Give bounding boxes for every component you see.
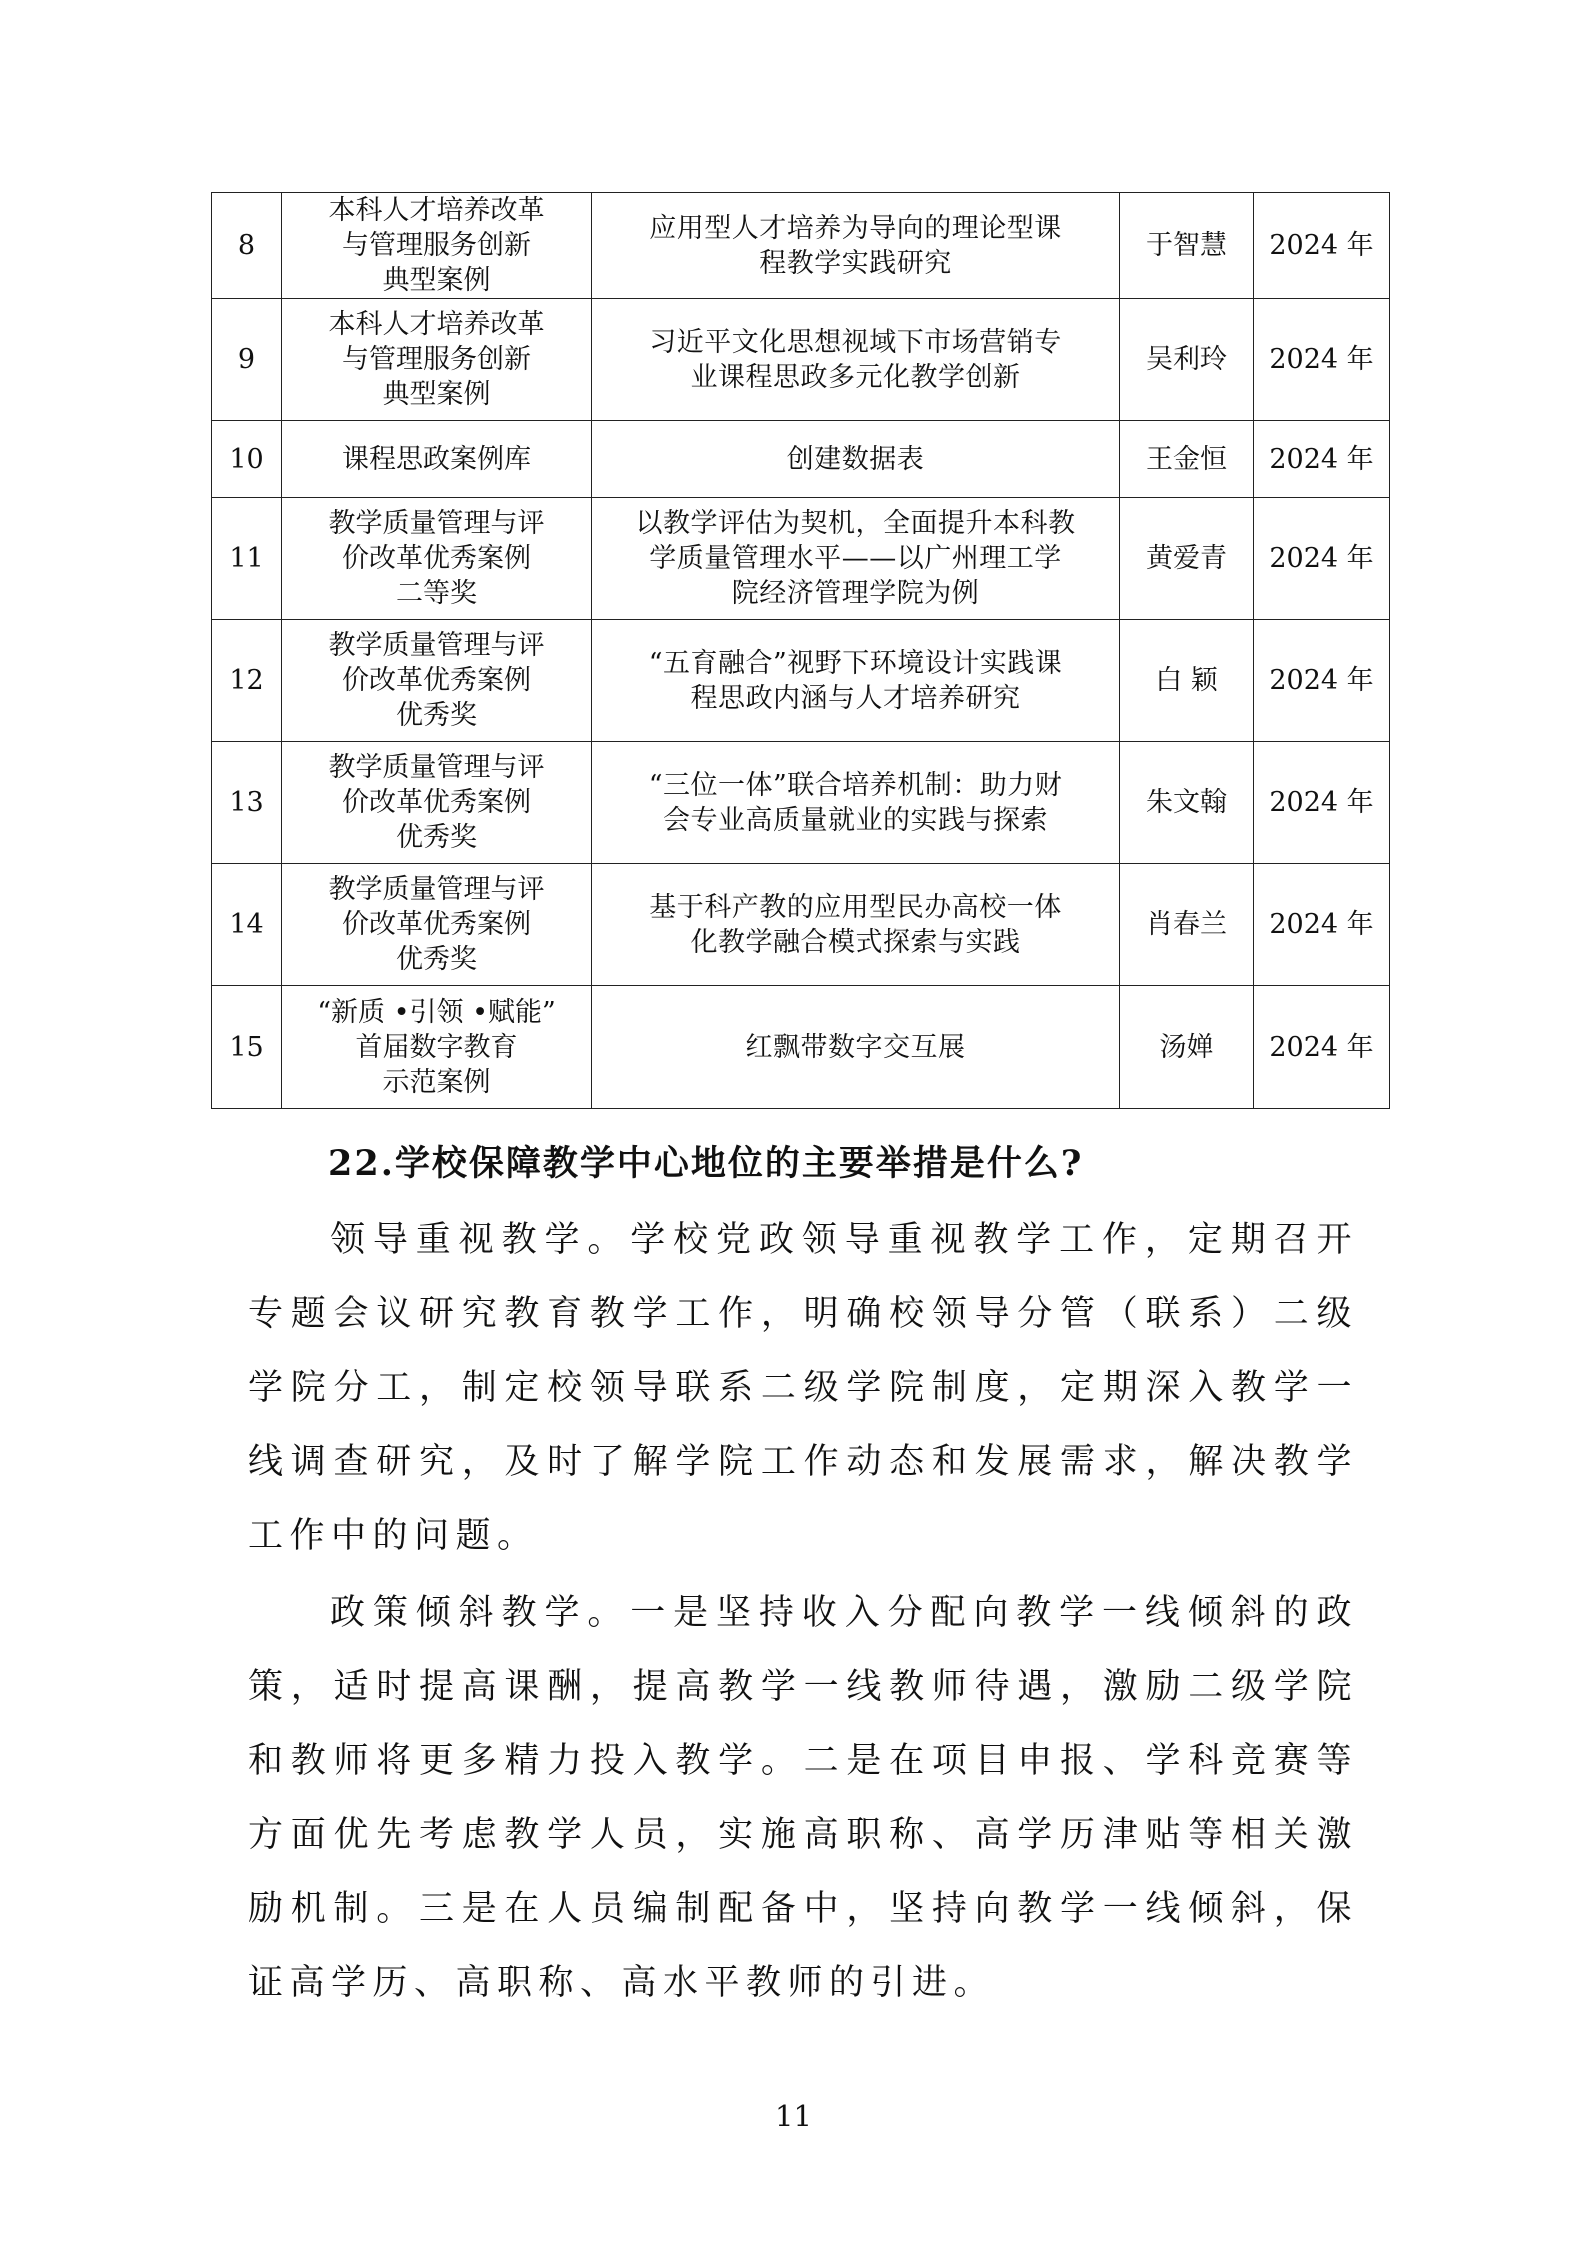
row-number: 15 — [212, 986, 282, 1109]
award-year: 2024 年 — [1254, 742, 1390, 864]
case-title: 应用型人才培养为导向的理论型课 程教学实践研究 — [592, 193, 1120, 299]
table-row — [212, 299, 1390, 421]
row-number: 10 — [212, 421, 282, 498]
award-year: 2024 年 — [1254, 299, 1390, 421]
award-year: 2024 年 — [1254, 620, 1390, 742]
author-name: 肖春兰 — [1120, 864, 1254, 986]
case-title: 创建数据表 — [592, 421, 1120, 498]
award-year: 2024 年 — [1254, 421, 1390, 498]
table-row — [212, 193, 1390, 299]
table-row — [212, 498, 1390, 620]
author-name: 吴利玲 — [1120, 299, 1254, 421]
body-paragraph: 政策倾斜教学。一是坚持收入分配向教学一线倾斜的政策，适时提高课酬，提高教学一线教师待遇，激励二级学院和教师将更多精力投入教学。二是在项目申报、学科竞赛等方面优先考虑教学人员，实施高职称、高学历津贴等相关激励机制。三是在人员编制配备中，坚持向教学一线倾斜，保证高学历、高职称、高水平教师的引进。 — [248, 1593, 1358, 2003]
case-title: 基于科产教的应用型民办高校一体 化教学融合模式探索与实践 — [592, 864, 1120, 986]
case-title: “三位一体”联合培养机制：助力财 会专业高质量就业的实践与探索 — [592, 742, 1120, 864]
table-row — [212, 742, 1390, 864]
author-name: 朱文翰 — [1120, 742, 1254, 864]
award-category: 教学质量管理与评 价改革优秀案例 优秀奖 — [282, 864, 592, 986]
page-number: 11 — [775, 2099, 812, 2133]
case-title: “五育融合”视野下环境设计实践课 程思政内涵与人才培养研究 — [592, 620, 1120, 742]
table-row — [212, 620, 1390, 742]
row-number: 14 — [212, 864, 282, 986]
author-name: 汤婵 — [1120, 986, 1254, 1109]
case-title: 习近平文化思想视域下市场营销专 业课程思政多元化教学创新 — [592, 299, 1120, 421]
table-row — [212, 421, 1390, 498]
author-name: 于智慧 — [1120, 193, 1254, 299]
row-number: 9 — [212, 299, 282, 421]
row-number: 11 — [212, 498, 282, 620]
author-name: 白 颖 — [1120, 620, 1254, 742]
case-title: 以教学评估为契机，全面提升本科教 学质量管理水平——以广州理工学 院经济管理学院为例 — [592, 498, 1120, 620]
awards-table — [211, 192, 1390, 1109]
award-category: 本科人才培养改革 与管理服务创新 典型案例 — [282, 193, 592, 299]
table-row — [212, 986, 1390, 1109]
award-year: 2024 年 — [1254, 986, 1390, 1109]
award-year: 2024 年 — [1254, 864, 1390, 986]
author-name: 黄爱青 — [1120, 498, 1254, 620]
award-category: “新质 •引领 •赋能” 首届数字教育 示范案例 — [282, 986, 592, 1109]
award-category: 本科人才培养改革 与管理服务创新 典型案例 — [282, 299, 592, 421]
award-category: 课程思政案例库 — [282, 421, 592, 498]
award-category: 教学质量管理与评 价改革优秀案例 二等奖 — [282, 498, 592, 620]
row-number: 12 — [212, 620, 282, 742]
award-year: 2024 年 — [1254, 193, 1390, 299]
section-heading: 22.学校保障教学中心地位的主要举措是什么? — [328, 1143, 1084, 1184]
body-paragraph: 领导重视教学。学校党政领导重视教学工作，定期召开专题会议研究教育教学工作，明确校领导分管（联系）二级学院分工，制定校领导联系二级学院制度，定期深入教学一线调查研究，及时了解学院工作动态和发展需求，解决教学工作中的问题。 — [248, 1220, 1358, 1556]
author-name: 王金恒 — [1120, 421, 1254, 498]
row-number: 13 — [212, 742, 282, 864]
award-year: 2024 年 — [1254, 498, 1390, 620]
award-category: 教学质量管理与评 价改革优秀案例 优秀奖 — [282, 620, 592, 742]
case-title: 红飘带数字交互展 — [592, 986, 1120, 1109]
row-number: 8 — [212, 193, 282, 299]
award-category: 教学质量管理与评 价改革优秀案例 优秀奖 — [282, 742, 592, 864]
table-row — [212, 864, 1390, 986]
